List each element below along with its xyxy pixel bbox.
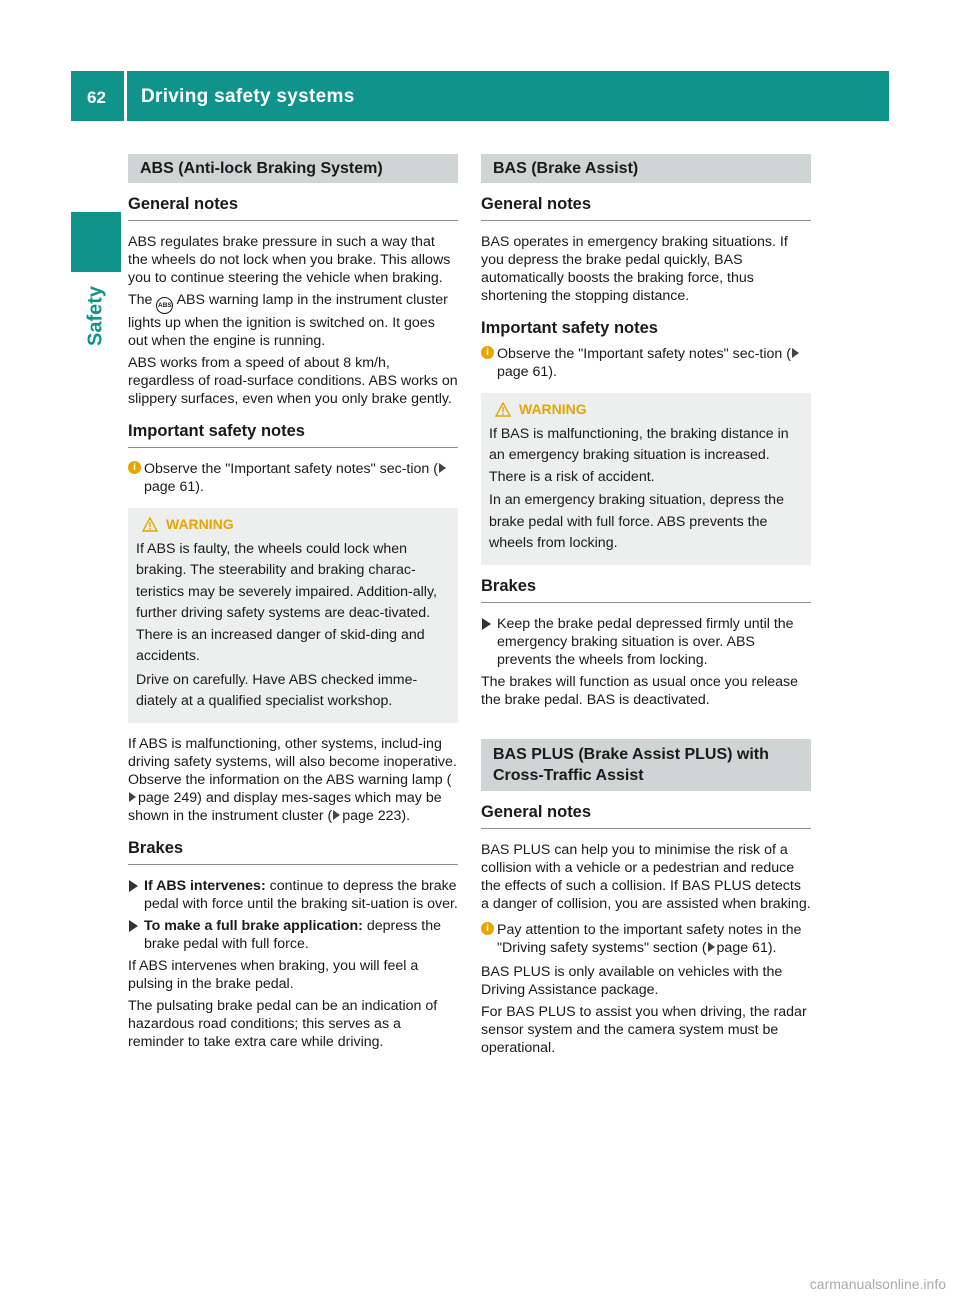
- warning-header: [489, 399, 803, 421]
- warning-box: [481, 393, 811, 565]
- instruction-bold: If ABS intervenes:: [144, 877, 266, 894]
- warning-text: Drive on carefully. Have ABS checked imme-diately at a qualified specialist workshop.: [136, 671, 418, 709]
- brakes-heading: Brakes: [128, 839, 458, 865]
- warning-text: If ABS is faulty, the wheels could lock when braking. The steerability and braking charac-teristics may be severely impaired. Addition-ally, further driving safety systems are deac-tivated. There is an increased danger of skid-ding and accidents.: [136, 540, 437, 664]
- instruction-item: [481, 615, 811, 669]
- side-tab: [71, 212, 121, 272]
- bullet-arrow-icon: [129, 920, 138, 932]
- warning-text: If BAS is malfunctioning, the braking distance in an emergency braking situation is increased. There is a risk of accident.: [489, 425, 789, 485]
- warning-triangle-icon: [495, 402, 511, 417]
- abs-paragraph: ABS regulates brake pressure in such a way that the wheels do not lock when you brake. This allows you to continue steering the vehicle when braking.: [128, 234, 451, 286]
- info-icon: i: [481, 922, 494, 935]
- abs-warning-lamp-icon: ABS: [156, 297, 173, 314]
- page-ref-arrow-icon: [333, 810, 340, 820]
- malfunction-text: If ABS is malfunctioning, other systems, includ-ing driving safety systems, will also become inoperative. Observe the information on the ABS warning lamp (: [128, 735, 457, 788]
- warning-text: In an emergency braking situation, depress the brake pedal with full force. ABS prevents the wheels from locking.: [489, 492, 784, 551]
- brakes-paragraph: The brakes will function as usual once you release the brake pedal. BAS is deactivated.: [481, 673, 799, 708]
- side-label: Safety: [84, 285, 107, 347]
- chapter-title: Driving safety systems: [141, 86, 355, 107]
- header-divider: [124, 71, 127, 121]
- malfunction-paragraph: [128, 735, 458, 825]
- instruction-item: [128, 917, 458, 953]
- abs-speed-paragraph: ABS works from a speed of about 8 km/h, regardless of road-surface conditions. ABS works on slippery surfaces, even when you only brake gently.: [128, 355, 458, 407]
- bas-plus-paragraph: BAS PLUS can help you to minimise the risk of a collision with a vehicle or a pedestrian and reduce the effects of such a collision. If BAS PLUS detects a danger of collision, you are assisted when braking.: [481, 841, 811, 912]
- instruction-item: [128, 877, 458, 913]
- page-number: 62: [87, 88, 106, 107]
- info-icon: i: [128, 461, 141, 474]
- info-note: [481, 345, 811, 381]
- abs-lamp-pre: The: [128, 292, 153, 308]
- instruction-text: continue to depress the brake pedal with force until the braking sit-uation is over.: [144, 877, 458, 912]
- warning-title: WARNING: [166, 516, 234, 532]
- warning-header: [136, 514, 450, 536]
- general-notes-heading: General notes: [481, 195, 811, 221]
- note-page-link[interactable]: page 61).: [716, 939, 777, 956]
- abs-lamp-post: ABS warning lamp in the instrument cluster lights up when the ignition is switched on. It goes out when the engine is running.: [128, 292, 448, 349]
- instruction-text: depress the brake pedal with full force.: [144, 917, 442, 952]
- pulse-paragraph: If ABS intervenes when braking, you will feel a pulsing in the brake pedal.: [128, 957, 419, 992]
- brakes-heading: Brakes: [481, 577, 811, 603]
- pulse-paragraph: The pulsating brake pedal can be an indication of hazardous road conditions; this serves as a reminder to take extra care while driving.: [128, 997, 438, 1050]
- bas-section-title: BAS (Brake Assist): [481, 154, 811, 183]
- instruction-bold: To make a full brake application:: [144, 917, 363, 934]
- instruction-text: Keep the brake pedal depressed firmly until the emergency braking situation is over. ABS prevents the wheels from locking.: [497, 615, 794, 668]
- bullet-arrow-icon: [482, 618, 491, 630]
- watermark: carmanualsonline.info: [809, 1276, 946, 1292]
- important-safety-heading: Important safety notes: [128, 422, 458, 448]
- page-link[interactable]: page 249) and display mes-sages which may be shown in the instrument cluster (: [128, 789, 442, 824]
- page-ref-arrow-icon: [439, 463, 446, 473]
- bas-plus-section-title: BAS PLUS (Brake Assist PLUS) with Cross-Traffic Assist: [481, 739, 811, 791]
- note-page-link[interactable]: page 61).: [497, 364, 557, 380]
- bullet-arrow-icon: [129, 880, 138, 892]
- important-safety-heading: Important safety notes: [481, 319, 658, 337]
- info-note: [481, 921, 811, 957]
- general-notes-heading: General notes: [481, 803, 811, 829]
- general-notes-heading: General notes: [128, 195, 458, 221]
- note-page-link[interactable]: page 61).: [144, 479, 204, 495]
- bas-paragraph: BAS operates in emergency braking situations. If you depress the brake pedal quickly, BAS automatically boosts the braking force, thus shortening the stopping distance.: [481, 234, 788, 304]
- abs-section-title: ABS (Anti-lock Braking System): [128, 154, 458, 183]
- note-text: Observe the "Important safety notes" sec-tion (: [497, 346, 791, 362]
- bas-plus-paragraph: BAS PLUS is only available on vehicles with the Driving Assistance package.: [481, 963, 783, 998]
- right-column: [481, 154, 811, 1061]
- warning-box: [128, 508, 458, 723]
- warning-title: WARNING: [519, 401, 587, 417]
- bas-plus-paragraph: For BAS PLUS to assist you when driving, the radar sensor system and the camera system must be operational.: [481, 1003, 807, 1056]
- left-column: [128, 154, 458, 1055]
- warning-triangle-icon: [142, 517, 158, 532]
- info-note: [128, 460, 458, 496]
- info-icon: i: [481, 346, 494, 359]
- page-ref-arrow-icon: [792, 348, 799, 358]
- page-ref-arrow-icon: [708, 942, 715, 952]
- abs-lamp-paragraph: [128, 291, 458, 350]
- note-text: Pay attention to the important safety notes in the "Driving safety systems" section (: [497, 921, 802, 956]
- note-text: Observe the "Important safety notes" sec-tion (: [144, 461, 438, 477]
- page-link[interactable]: page 223).: [342, 807, 411, 824]
- page-ref-arrow-icon: [129, 792, 136, 802]
